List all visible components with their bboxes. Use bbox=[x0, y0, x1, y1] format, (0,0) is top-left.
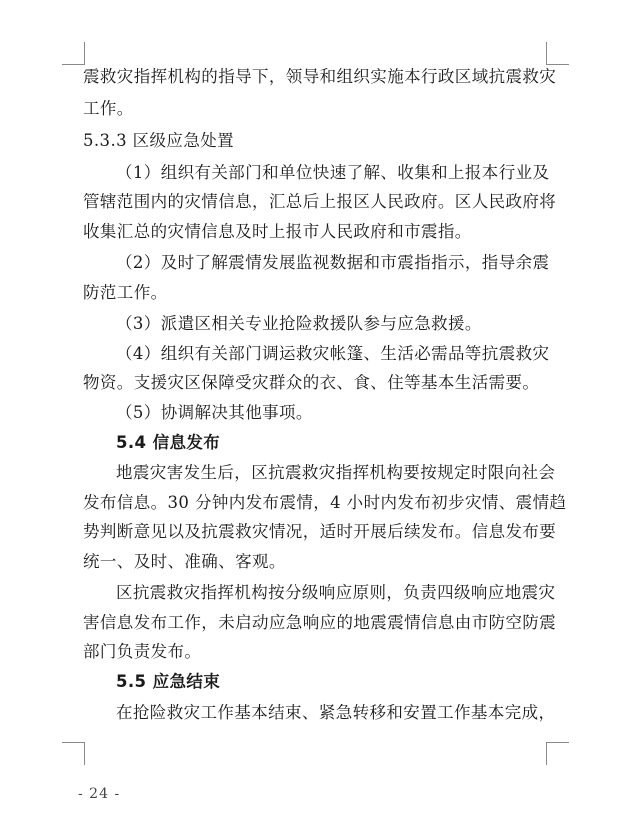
paragraph-line: 管辖范围内的灾情信息，汇总后上报区人民政府。区人民政府将 bbox=[83, 192, 557, 211]
paragraph-line: 势判断意见以及抗震救灾情况，适时开展后续发布。信息发布要 bbox=[83, 522, 557, 541]
paragraph-line: 工作。 bbox=[83, 99, 134, 118]
section-heading-5-4: 5.4 信息发布 bbox=[116, 433, 221, 452]
paragraph-line: 害信息发布工作，未启动应急响应的地震震情信息由市防空防震 bbox=[83, 613, 557, 632]
paragraph-line: 部门负责发布。 bbox=[83, 642, 202, 661]
paragraph-line: 收集汇总的灾情信息及时上报市人民政府和市震指。 bbox=[83, 222, 472, 241]
crop-mark-bottom-right bbox=[546, 742, 569, 765]
paragraph-line: 震救灾指挥机构的指导下，领导和组织实施本行政区域抗震救灾 bbox=[83, 67, 557, 86]
paragraph-line: 物资。支援灾区保障受灾群众的衣、食、住等基本生活需要。 bbox=[83, 373, 540, 392]
paragraph-line: 防范工作。 bbox=[83, 283, 168, 302]
page-number: - 24 - bbox=[78, 786, 121, 802]
paragraph-line: 区抗震救灾指挥机构按分级响应原则，负责四级响应地震灾 bbox=[116, 583, 556, 602]
paragraph-line: （4）组织有关部门调运救灾帐篷、生活必需品等抗震救灾 bbox=[116, 344, 550, 363]
crop-mark-top-left bbox=[62, 42, 85, 65]
paragraph-line: 地震灾害发生后，区抗震救灾指挥机构要按规定时限向社会 bbox=[116, 463, 556, 482]
paragraph-line: 统一、及时、准确、客观。 bbox=[83, 552, 286, 571]
paragraph-line: （2）及时了解震情发展监视数据和市震指指示，指导余震 bbox=[116, 253, 550, 272]
section-heading-5-5: 5.5 应急结束 bbox=[116, 672, 221, 691]
section-heading-5-3-3: 5.3.3 区级应急处置 bbox=[83, 131, 235, 150]
paragraph-line: （3）派遣区相关专业抢险救援队参与应急救援。 bbox=[116, 314, 482, 333]
paragraph-line: （5）协调解决其他事项。 bbox=[116, 403, 313, 422]
paragraph-line: 发布信息。30 分钟内发布震情，4 小时内发布初步灾情、震情趋 bbox=[83, 493, 567, 512]
paragraph-line: （1）组织有关部门和单位快速了解、收集和上报本行业及 bbox=[116, 163, 550, 182]
paragraph-line: 在抢险救灾工作基本结束、紧急转移和安置工作基本完成， bbox=[116, 703, 556, 722]
crop-mark-bottom-left bbox=[62, 742, 85, 765]
crop-mark-top-right bbox=[546, 42, 569, 65]
